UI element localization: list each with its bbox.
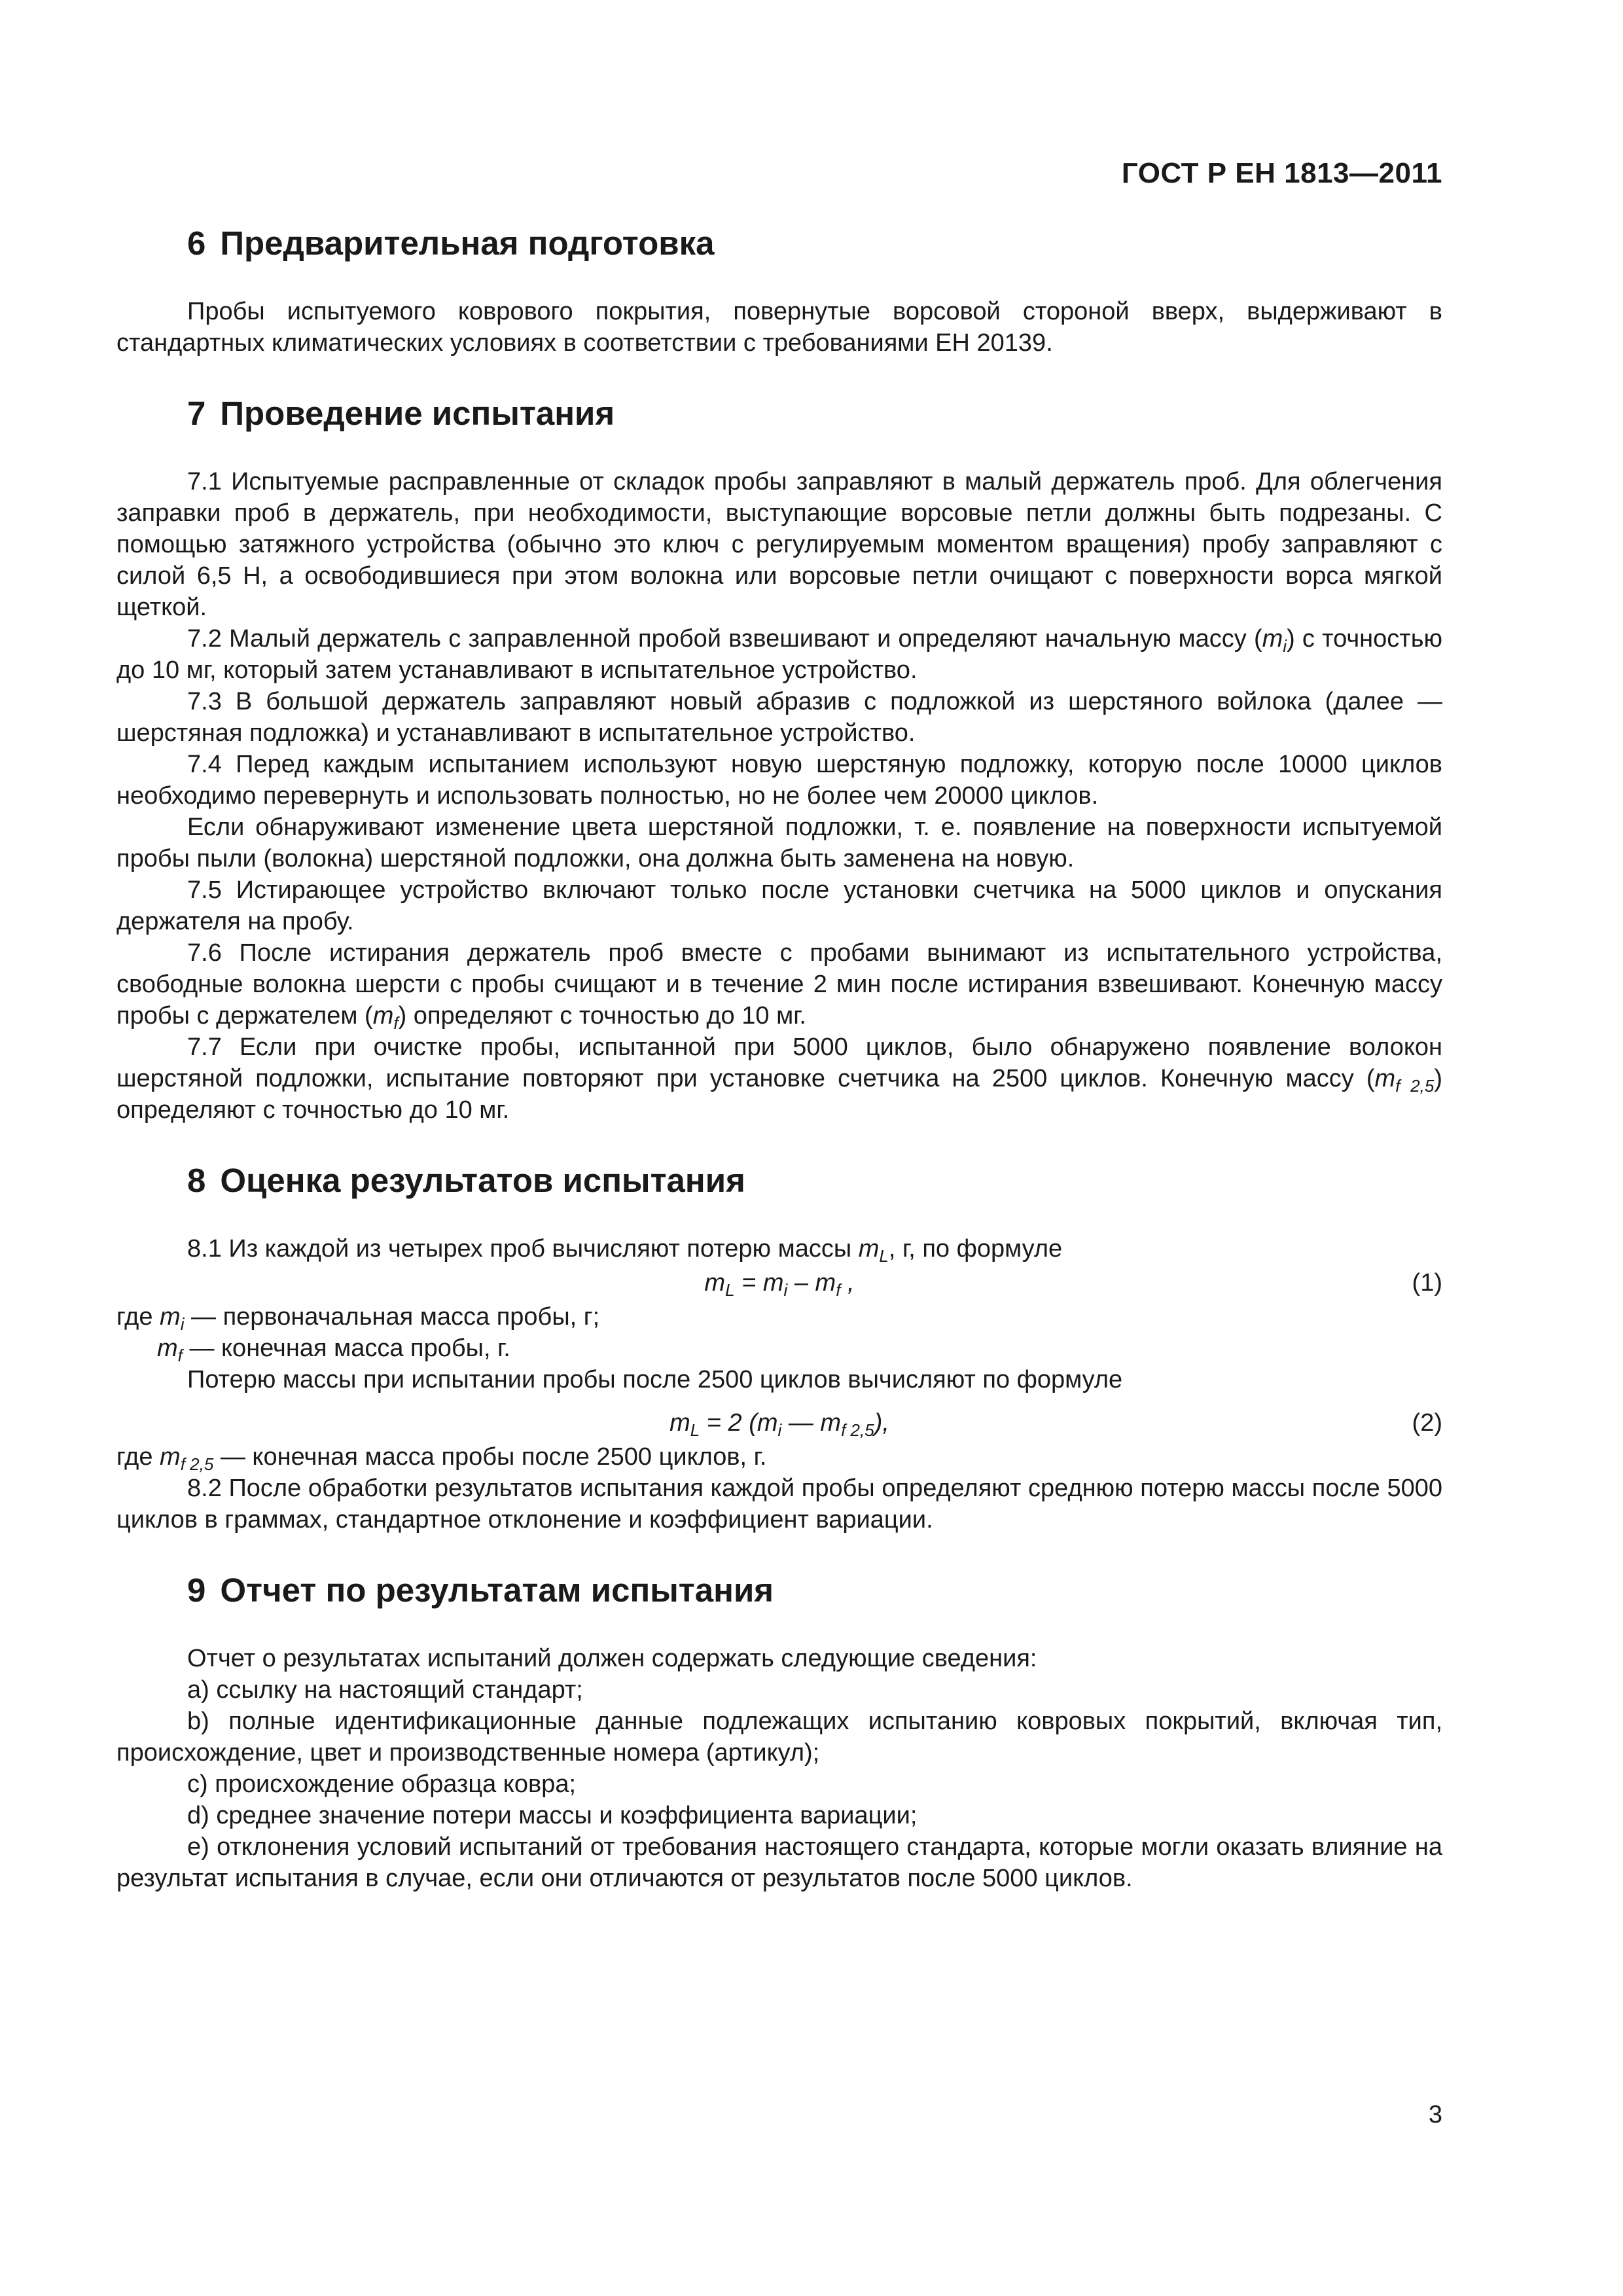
report-item-b: b) полные идентификационные данные подлежащих испытанию ковровых покрытий, включая тип, происхождение, цвет и производственные номера (артикул); xyxy=(116,1708,1442,1767)
paragraph-8-1 xyxy=(116,1233,1442,1265)
section-7-number: 7 xyxy=(187,395,206,432)
paragraph-7-3: 7.3 В большой держатель заправляют новый абразив с подложкой из шерстяного войлока (далее — шерстяная подложка) и устанавливают в испытательное устройство. xyxy=(116,688,1442,747)
formula-1-lhs: m xyxy=(704,1269,726,1297)
paragraph-7-4-continued: Если обнаруживают изменение цвета шерстяной подложки, т. е. появление на поверхности испытуемой пробы пыли (волокна) шерстяной подложки, она должна быть заменена на новую. xyxy=(116,814,1442,872)
paragraph-7-6 xyxy=(116,937,1442,1031)
where-2-text: — конечная масса пробы после 2500 циклов, г. xyxy=(213,1443,767,1471)
formula-1-rhs-sub: f xyxy=(836,1280,841,1300)
section-7-heading xyxy=(116,393,1442,435)
paragraph-7-7-text-b: ) определяют с точностью до 10 мг. xyxy=(116,1065,1443,1124)
paragraph-7-4: 7.4 Перед каждым испытанием используют новую шерстяную подложку, которую после 10000 циклов необходимо перевернуть и использовать полностью, но не более чем 20000 циклов. xyxy=(116,751,1442,810)
where-1-sub-b: f xyxy=(177,1346,183,1365)
document-body xyxy=(116,223,1442,1894)
paragraph-7-7-sub: f 2,5 xyxy=(1395,1076,1435,1096)
section-6-heading xyxy=(116,223,1442,264)
document-id: ГОСТ Р ЕН 1813—2011 xyxy=(1121,157,1442,189)
section-6-paragraph: Пробы испытуемого коврового покрытия, повернутые ворсовой стороной вверх, выдерживают в стандартных климатических условиях в соответствии с требованиями ЕН 20139. xyxy=(116,298,1442,357)
document-page xyxy=(116,0,1442,2296)
paragraph-7-6-text-b: ) определяют с точностью до 10 мг. xyxy=(398,1002,806,1030)
where-2-sub: f 2,5 xyxy=(180,1454,214,1474)
section-7-title: Проведение испытания xyxy=(220,395,615,432)
where-2-prefix: где xyxy=(116,1443,160,1471)
formula-1-tail: , xyxy=(840,1269,855,1297)
paragraph-8-2: 8.2 После обработки результатов испытания каждой пробы определяют среднюю потерю массы после 5000 циклов в граммах, стандартное отклонение и коэффициент вариации. xyxy=(116,1475,1442,1534)
paragraph-8-1-sub: L xyxy=(879,1246,889,1266)
formula-1-mid-sub: i xyxy=(783,1280,788,1300)
section-9-title: Отчет по результатам испытания xyxy=(220,1571,774,1609)
section-9-number: 9 xyxy=(187,1571,206,1609)
where-1-sub-a: i xyxy=(180,1314,185,1334)
paragraph-7-2-text-b: ) с точностью до 10 мг, который затем устанавливают в испытательное устройство. xyxy=(116,625,1442,684)
paragraph-8-1-var: m xyxy=(858,1235,880,1263)
where-1-text-b: — конечная масса пробы, г. xyxy=(182,1335,510,1362)
where-1-line-a xyxy=(116,1301,1442,1333)
formula-2-rhs: — m xyxy=(781,1409,842,1437)
paragraph-7-2-text-a: 7.2 Малый держатель с заправленной пробой взвешивают и определяют начальную массу ( xyxy=(187,625,1262,653)
report-item-e: e) отклонения условий испытаний от требования настоящего стандарта, которые могли оказать влияние на результат испытания в случае, если они отличаются от результатов после 5000 циклов. xyxy=(116,1833,1442,1892)
report-item-d: d) среднее значение потери массы и коэффициента вариации; xyxy=(187,1802,918,1829)
paragraph-7-7 xyxy=(116,1031,1442,1126)
formula-2-lhs: m xyxy=(669,1409,690,1437)
formula-1-expression xyxy=(116,1265,1442,1301)
paragraph-7-6-var: m xyxy=(372,1002,394,1030)
paragraph-7-7-text-a: 7.7 Если при очистке пробы, испытанной при 5000 циклов, было обнаружено появление волокон шерстяной подложки, испытание повторяют при установке счетчика на 2500 циклов. Конечную массу ( xyxy=(116,1033,1442,1092)
paragraph-7-7-var: m xyxy=(1374,1065,1396,1092)
paragraph-loss-2500: Потерю массы при испытании пробы после 2500 циклов вычисляют по формуле xyxy=(187,1366,1123,1393)
formula-2-rhs-sub: f 2,5 xyxy=(841,1420,874,1440)
formula-2-number: (2) xyxy=(1412,1409,1442,1437)
section-6-title: Предварительная подготовка xyxy=(220,224,715,262)
where-1-prefix: где xyxy=(116,1303,160,1331)
formula-1-lhs-sub: L xyxy=(725,1280,735,1300)
paragraph-7-1: 7.1 Испытуемые расправленные от складок пробы заправляют в малый держатель проб. Для облегчения заправки проб в держатель, при необходимости, выступающие ворсовые петли должны быть подрезаны. С помощью затяжного устройства (обычно это ключ с регулируемым моментом вращения) пробу заправляют с силой 6,5 Н, а освободившиеся при этом волокна или ворсовые петли очищают с поверхности ворса мягкой щеткой. xyxy=(116,468,1442,621)
paragraph-7-2-var: m xyxy=(1262,625,1283,653)
formula-2-tail: ), xyxy=(874,1409,889,1437)
paragraph-8-1-text-a: 8.1 Из каждой из четырех проб вычисляют потерю массы xyxy=(187,1235,859,1263)
section-8-number: 8 xyxy=(187,1162,206,1199)
formula-2 xyxy=(116,1405,1442,1441)
formula-1-mid: = m xyxy=(734,1269,784,1297)
page-number: 3 xyxy=(1428,2101,1442,2128)
section-8-heading xyxy=(116,1160,1442,1202)
formula-2-lhs-sub: L xyxy=(690,1420,700,1440)
report-item-c: c) происхождение образца ковра; xyxy=(187,1770,577,1798)
section-9-intro: Отчет о результатах испытаний должен содержать следующие сведения: xyxy=(187,1645,1037,1672)
section-8-title: Оценка результатов испытания xyxy=(220,1162,745,1199)
paragraph-7-2 xyxy=(116,623,1442,686)
paragraph-7-6-text-a: 7.6 После истирания держатель проб вместе с пробами вынимают из испытательного устройства, свободные волокна шерсти с пробы счищают и в течение 2 мин после истирания взвешивают. Конечную массу пробы с держателем ( xyxy=(116,939,1442,1030)
paragraph-7-2-sub: i xyxy=(1283,636,1287,656)
where-1-var-a: m xyxy=(160,1303,181,1331)
where-1-line-b xyxy=(116,1333,1442,1364)
where-2-var: m xyxy=(160,1443,181,1471)
formula-2-mid-sub: i xyxy=(777,1420,782,1440)
where-2-line xyxy=(116,1441,1442,1473)
paragraph-7-6-sub: f xyxy=(393,1013,399,1033)
formula-2-mid: = 2 (m xyxy=(700,1409,778,1437)
formula-2-expression xyxy=(116,1405,1442,1441)
paragraph-8-1-text-b: , г, по формуле xyxy=(888,1235,1063,1263)
where-1-var-b: m xyxy=(157,1335,178,1362)
formula-1-number: (1) xyxy=(1412,1269,1442,1297)
section-9-heading xyxy=(116,1570,1442,1611)
report-item-a: a) ссылку на настоящий стандарт; xyxy=(187,1676,583,1704)
paragraph-7-5: 7.5 Истирающее устройство включают только после установки счетчика на 5000 циклов и опускания держателя на пробу. xyxy=(116,876,1442,935)
formula-1-rhs: – m xyxy=(787,1269,836,1297)
where-1-text-a: — первоначальная масса пробы, г; xyxy=(184,1303,600,1331)
formula-1 xyxy=(116,1265,1442,1301)
section-6-number: 6 xyxy=(187,224,206,262)
